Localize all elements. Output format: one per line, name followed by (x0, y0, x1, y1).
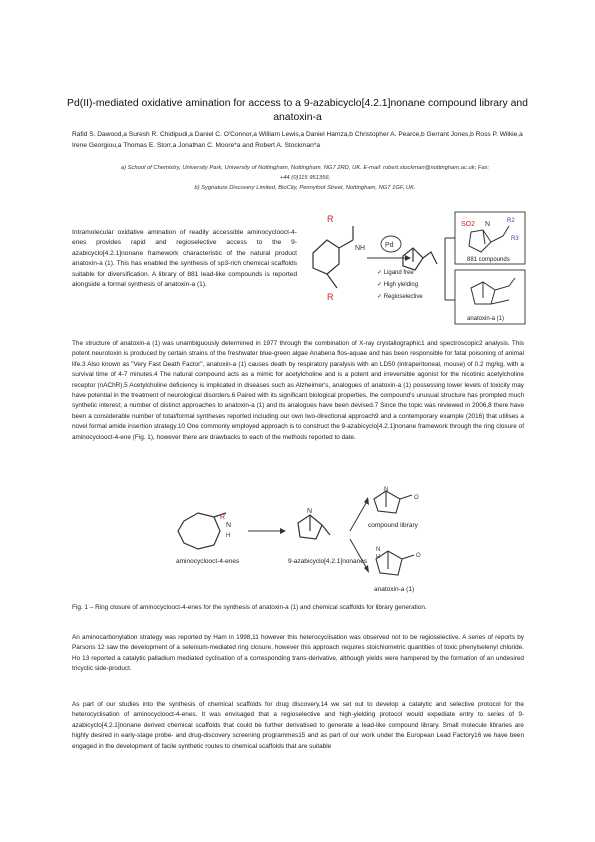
scheme-label-anatoxin: anatoxin-a (1) (374, 586, 415, 593)
body-paragraph-3: As part of our studies into the synthesis of chemical scaffolds for drug discovery,14 we set out to develop a catalytic and selective protocol for the heterocyclisation of aminocyclooct-4-enes. It was envisaged that a regioselective and high-yielding protocol would expediate entry to series of 9-azabicyclo[4.2.1]nonane derived chemical scaffolds that could be further derivatised to generate a lead-like compound library. Small molecule libraries are highly desired in early-stage probe- and drug-discovery screening programmes15 and as part of our work under the European Lead Factory16 we have been engaged in the development of facile synthetic routes to chemical scaffolds that are suitable (72, 701, 524, 750)
box-r2-label: R2 (507, 218, 515, 224)
scheme-library-scaffold (374, 491, 412, 513)
pd-label: Pd (385, 242, 394, 249)
body-paragraph-1: The structure of anatoxin-a (1) was unambiguously determined in 1977 through the combination of X-ray crystallographic1 and spectroscopic2 analysis. This potent neurotoxin is produced by certain strains of the freshwater blue-green algae Anabena flos-aquae and has been responsible for fatal poisoning of animal life.3 Also known as "Very Fast Death Factor", anatoxin-a (1) causes death by respiratory paralysis with an LD50 (intraperitoneal, mouse) of 0.2 mg/kg, with a survival time of 4-7 minutes.4 The natural compound acts as a mimic for acetylcholine and is a potent and irreversible agonist for the nicotinic acetylcholine receptor (nAChR).5 Acetylcholine deficiency is implicated in diseases such as Alzheimer's, analogues of anatoxin-a (1) possessing lower levels of toxicity may have potential in the treatment of neurological disorders.6 Paired with its significant biological properties, the compound's unusual structure has prompted much synthetic interest; a number of distinct approaches to anatoxin-a (1) and its analogues have been devised.7 Since the topic was reviewed in 2006,8 there have been a considerable number of total/formal syntheses reported including our own two-directional approach9 and a contemporary example (2016) that utilises a novel formal amide insertion strategy.10 One commonly employed approach is to construct the 9-azabicyclo[4.2.1]nonane framework through the ring closure of aminocyclooct-4-ene (Fig. 1), however there are drawbacks to each of the methods reported to date. (72, 340, 524, 441)
toc-graphic (305, 208, 527, 328)
anatoxin-structure (471, 278, 515, 304)
box-r-label: SO2 (461, 221, 476, 228)
scheme-n-label-3: N (384, 487, 389, 493)
affiliation-a: a) School of Chemistry, University Park, University of Nottingham, Nottingham, NG7 2RD, UK. E-mail: robert.stockman@nottingham.ac.uk; Fax: +44 (0)115 951356; (120, 165, 490, 181)
scheme-o-label: O (414, 495, 419, 501)
scheme-r-label: R (220, 514, 226, 521)
toc-r-label-1: R (327, 214, 334, 224)
library-count-label: 881 compounds (467, 257, 510, 263)
abstract: Intramolecular oxidative amination of readily accessible aminocyclooct-4-enes provides rapid and regioselective access to the 9-azabicyclo[4.2.1]nonane framework characteristic of the natural product anatoxin-a (1). This has enabled the synthesis of sp3-rich chemical scaffolds suitable for diversification. A library of 881 lead-like compounds is reported alongside a formal synthesis of anatoxin-a (1). (72, 229, 297, 289)
scheme-label-library: compound library (368, 522, 418, 529)
scheme-n-label-2: N (307, 508, 313, 515)
scheme-anatoxin (376, 551, 414, 575)
scheme-label-azabicyclononane: 9-azabicyclo[4.2.1]nonanes (288, 558, 368, 565)
affiliation-b: b) Sygnature Discovery Limited, BioCity, Pennyfoot Street, Nottingham, NG7 1GF, UK. (194, 185, 416, 191)
scheme-h-label-2: H (376, 554, 380, 560)
benefit-high-yield: ✓ High yielding (377, 282, 419, 288)
scheme-azabicycle (298, 515, 330, 539)
body-paragraph-2: An aminocarbonylation strategy was reported by Ham in 1998,11 however this heterocyclisation was observed not to be regioselective. A series of reports by Parsons 12 saw the development of a selenium-mediated ring closure, however this approach requires stoichiometric quantities of toxic phenylselenyl chloride. Ho 13 reported a catalytic palladium mediated cyclisation of a corresponding trans-derivative, although yields were hampered by the formation of an undesired tricyclic side-product. (72, 634, 524, 673)
benefit-regioselective: ✓ Regioselective (377, 294, 423, 300)
scheme-label-aminocyclooctene: aminocyclooct-4-enes (176, 558, 240, 565)
aminocyclooctene-structure (313, 226, 353, 288)
scheme-n-label: N (226, 522, 232, 529)
scheme-n-label-4: N (376, 547, 381, 553)
benefit-ligand-free: ✓ Ligand free (377, 270, 414, 276)
library-scaffold-structure (469, 226, 509, 252)
box-r3-label: R3 (511, 236, 519, 242)
box-n-label: N (485, 221, 491, 228)
toc-arrowhead (405, 255, 411, 261)
toc-nh-label: NH (355, 245, 366, 252)
author-list: Rafid S. Dawood,a Suresh R. Chidipudi,a Daniel C. O'Connor,a William Lewis,a Daniel Hamza,b Christopher A. Pearce,b Gerrant Jones,b Ross P. Wilkie,a Irene Georgiou,a Thomas E. Storr,a Jonathan C. Moore*a and Robert A. Stockman*a (72, 131, 523, 149)
scheme-h-label: H (226, 533, 231, 539)
toc-r-label-2: R (327, 292, 334, 302)
scheme-o-label-2: O (416, 553, 421, 559)
scheme-cyclooctene (178, 513, 226, 549)
affiliations (120, 163, 490, 193)
anatoxin-label: anatoxin-a (1) (467, 316, 505, 322)
figure-1-scheme (170, 485, 450, 598)
figure-1-caption: Fig. 1 – Ring closure of aminocyclooct-4-enes for the synthesis of anatoxin-a (1) and chemical scaffolds for library generation. (72, 604, 427, 611)
article-title: Pd(II)-mediated oxidative amination for access to a 9-azabicyclo[4.2.1]nonane compound library and anatoxin-a (67, 98, 528, 123)
